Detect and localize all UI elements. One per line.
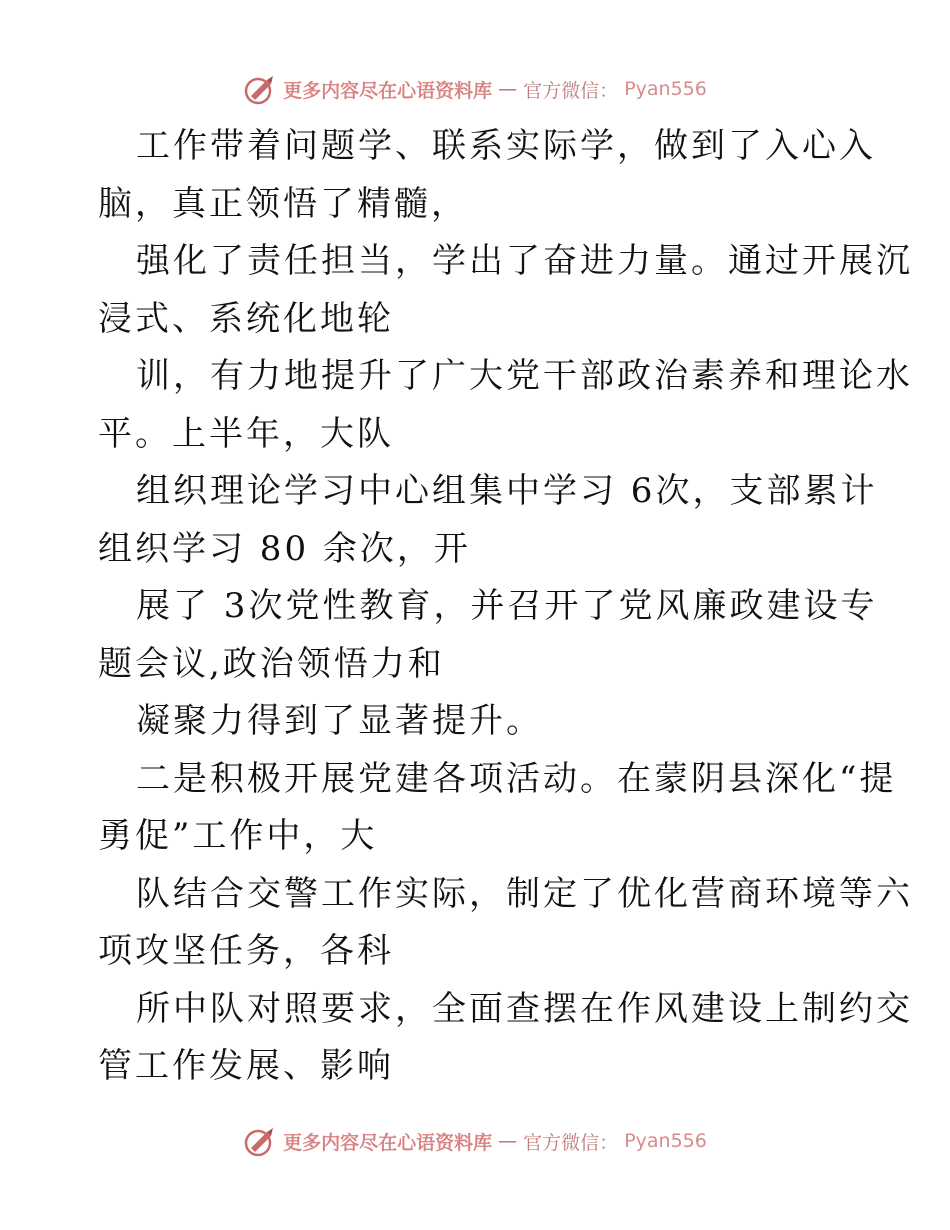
text-line: 所中队对照要求，全面查摆在作风建设上制约交 bbox=[136, 988, 913, 1029]
text-line: 组织学习 80 余次，开 bbox=[98, 528, 471, 569]
pen-logo-icon bbox=[243, 72, 277, 106]
text-line: 勇促”工作中，大 bbox=[98, 816, 378, 856]
text-line: 队结合交警工作实际，制定了优化营商环境等六 bbox=[136, 873, 913, 914]
pen-logo-icon bbox=[243, 1124, 277, 1158]
text-line: 浸式、系统化地轮 bbox=[98, 298, 394, 339]
text-line: 组织理论学习中心组集中学习 6次，支部累计 bbox=[136, 471, 878, 511]
text-line: 强化了责任担当，学出了奋进力量。通过开展沉 bbox=[136, 241, 913, 281]
watermark-official: 官方微信： bbox=[523, 79, 619, 102]
watermark-dash: — bbox=[498, 78, 518, 100]
text-line: 训，有力地提升了广大党干部政治素养和理论水 bbox=[136, 356, 913, 396]
footer-watermark bbox=[0, 1124, 950, 1158]
watermark-dash: — bbox=[498, 1130, 518, 1152]
watermark-wechat-id: Pyan556 bbox=[624, 1130, 707, 1152]
header-watermark bbox=[0, 72, 950, 106]
text-line: 脑，真正领悟了精髓， bbox=[98, 183, 468, 224]
text-line: 管工作发展、影响 bbox=[98, 1046, 394, 1086]
text-line: 展了 3次党性教育，并召开了党风廉政建设专 bbox=[136, 586, 878, 626]
text-line: 凝聚力得到了显著提升。 bbox=[136, 701, 543, 741]
watermark-title: 更多内容尽在心语资料库 bbox=[283, 1131, 493, 1154]
watermark-wechat-id: Pyan556 bbox=[624, 78, 707, 100]
watermark-title: 更多内容尽在心语资料库 bbox=[283, 79, 493, 102]
text-line: 二是积极开展党建各项活动。在蒙阴县深化“提 bbox=[136, 758, 897, 799]
text-line: 题会议,政治领悟力和 bbox=[98, 643, 445, 684]
text-line: 平。上半年，大队 bbox=[98, 413, 394, 454]
watermark-official: 官方微信： bbox=[523, 1131, 619, 1154]
document-body bbox=[98, 118, 913, 1096]
text-line: 项攻坚任务，各科 bbox=[98, 931, 394, 971]
text-line: 工作带着问题学、联系实际学，做到了入心入 bbox=[136, 126, 876, 166]
